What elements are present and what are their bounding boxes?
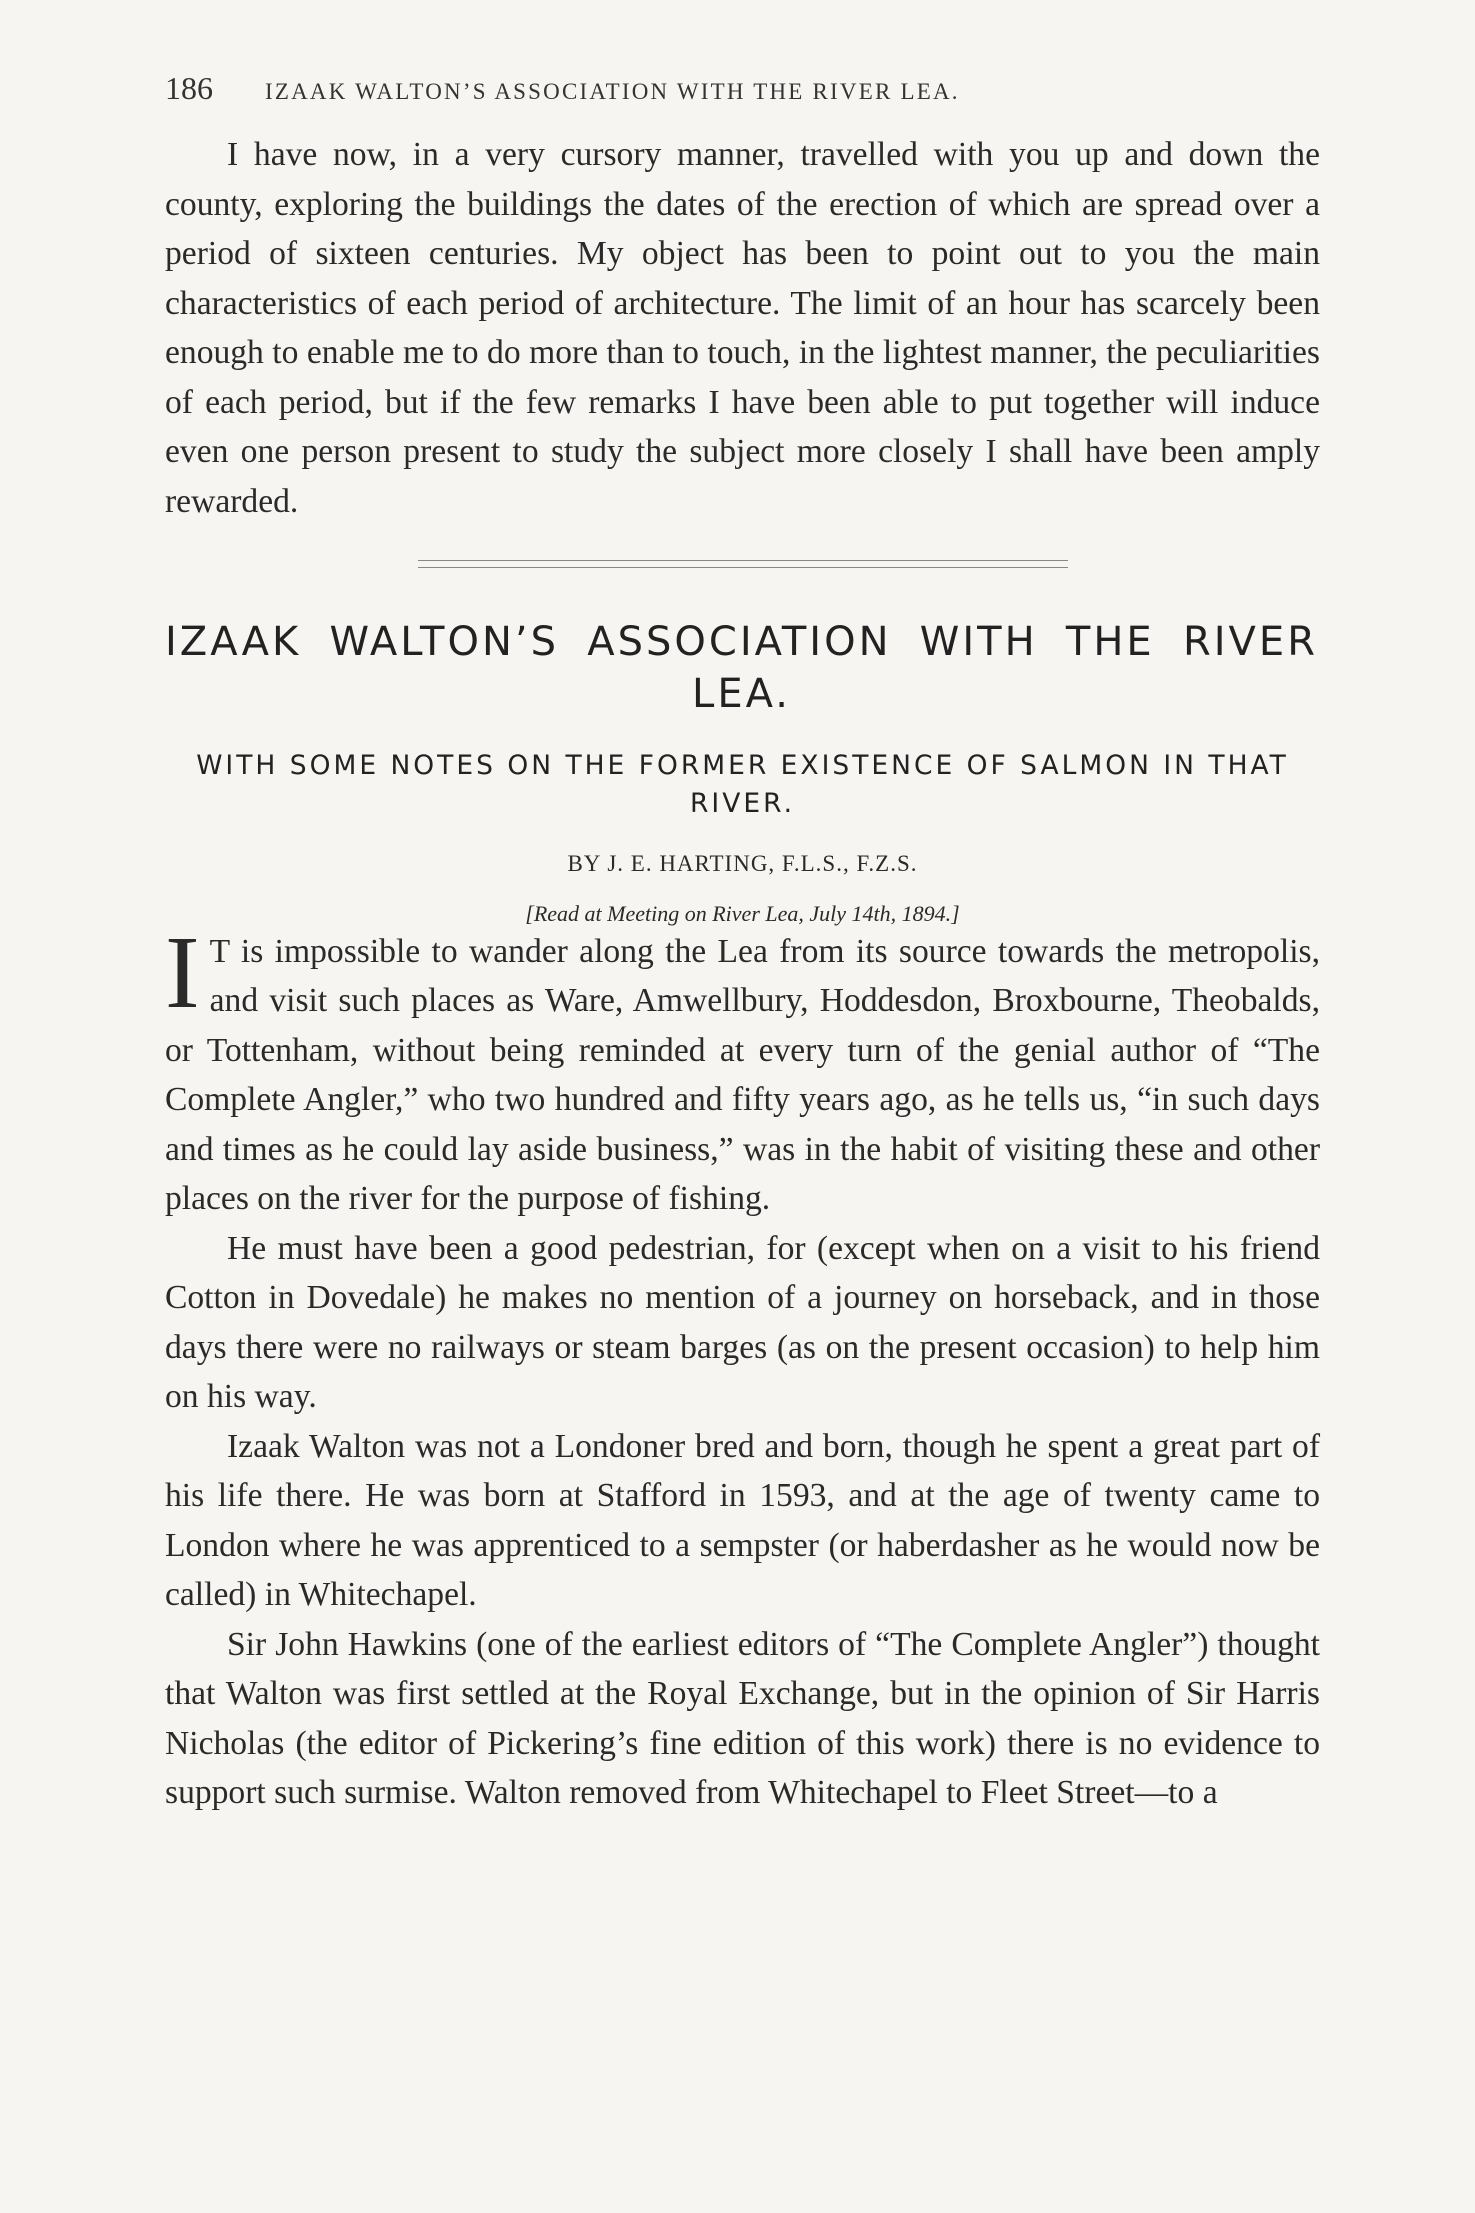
article-paragraph-2: He must have been a good pedestrian, for (except when on a visit to his friend Cotton in Dovedale) he makes no mention of a journey on horseback, and in those days there were no railways or steam barges (as on the present occasion) to help him on his way.	[165, 1229, 1320, 1416]
article-paragraph-4: Sir John Hawkins (one of the earliest editors of “The Complete Angler”) thought that Walton was first settled at the Royal Exchange, but in the opinion of Sir Harris Nicholas (the editor of Pickering’s fine edition of this work) there is no evidence to support such surmise. Walton removed from Whitechapel to Fleet Street—to a	[165, 1625, 1320, 1812]
book-page	[165, 70, 1320, 1818]
article-paragraph-3: Izaak Walton was not a Londoner bred and born, though he spent a great part of his life there. He was born at Stafford in 1593, and at the age of twenty came to London where he was apprenticed to a sempster (or haberdasher as he would now be called) in Whitechapel.	[165, 1427, 1320, 1614]
section-divider-rule	[418, 560, 1068, 568]
drop-cap-letter: I	[165, 914, 200, 1030]
article-subtitle: WITH SOME NOTES ON THE FORMER EXISTENCE OF SALMON IN THAT RIVER.	[196, 749, 1289, 819]
running-head	[165, 70, 1320, 130]
article-title: IZAAK WALTON’S ASSOCIATION WITH THE RIVER LEA.	[165, 619, 1318, 717]
first-word-rest: T	[209, 932, 230, 970]
running-title: IZAAK WALTON’S ASSOCIATION WITH THE RIVER LEA.	[265, 79, 960, 104]
page-number: 186	[165, 70, 213, 106]
read-at-meeting-note: [Read at Meeting on River Lea, July 14th, 1894.]	[525, 900, 960, 926]
paragraph-1-text: is impossible to wander along the Lea from its source towards the metropolis, and visit such places as Ware, Amwellbury, Hoddesdon, Broxbourne, Theobalds, or Tottenham, without being reminded at every turn of the genial author of “The Complete Angler,” who two hundred and fifty years ago, as he tells us, “in such days and times as he could lay aside business,” was in the habit of visiting these and other places on the river for the purpose of fishing.	[165, 932, 1320, 1218]
previous-article-closing-paragraph: I have now, in a very cursory manner, travelled with you up and down the county, exploring the buildings the dates of the erection of which are spread over a period of sixteen centuries. My object has been to point out to you the main characteristics of each period of architecture. The limit of an hour has scarcely been enough to enable me to do more than to touch, in the lightest manner, the peculiarities of each period, but if the few remarks I have been able to put together will induce even one person present to study the subject more closely I shall have been amply rewarded.	[165, 136, 1320, 520]
article-byline: BY J. E. HARTING, F.L.S., F.Z.S.	[567, 850, 918, 876]
article-paragraph-1	[165, 914, 1320, 1224]
